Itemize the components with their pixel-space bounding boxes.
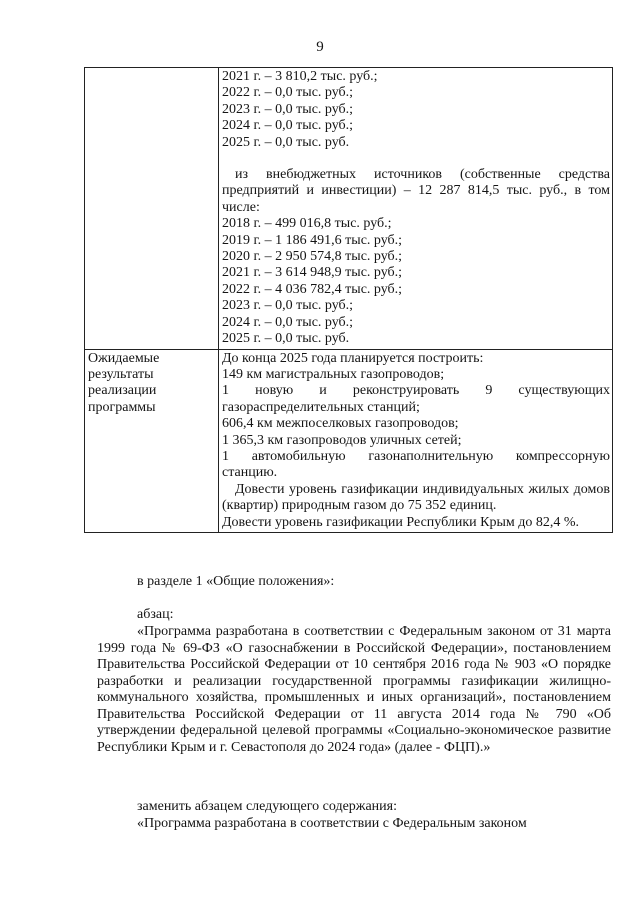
table-cell-financing	[219, 68, 613, 350]
replace-instruction: заменить абзацем следующего содержания:	[137, 799, 397, 814]
year-line: 2025 г. – 0,0 тыс. руб.	[222, 134, 350, 150]
result-item: 606,4 км межпоселковых газопроводов;	[222, 416, 459, 432]
label-line: программы	[88, 399, 156, 415]
year-line: 2021 г. – 3 810,2 тыс. руб.;	[222, 69, 378, 84]
result-item: 1 365,3 км газопроводов уличных сетей;	[222, 432, 462, 448]
result-item: Довести уровень газификации Республики Крым до 82,4 %.	[222, 514, 580, 530]
label-line: Ожидаемые	[88, 350, 160, 366]
section-reference: в разделе 1 «Общие положения»:	[137, 574, 335, 589]
result-item: 149 км магистральных газопроводов;	[222, 366, 445, 382]
year-line: 2023 г. – 0,0 тыс. руб.;	[222, 101, 354, 117]
year-line: 2020 г. – 2 950 574,8 тыс. руб.;	[222, 249, 403, 265]
result-item: Довести уровень газификации индивидуальных жилых домов (квартир) природным газом до 75 352 единиц.	[222, 481, 610, 514]
result-item: 1 автомобильную газонаполнительную компрессорную станцию.	[222, 448, 610, 481]
result-item: 1 новую и реконструировать 9 существующих газораспределительных станций;	[222, 383, 610, 415]
year-line: 2022 г. – 4 036 782,4 тыс. руб.;	[222, 281, 403, 297]
table-cell-label-empty	[85, 68, 219, 350]
page-number: 9	[316, 39, 324, 55]
label-line: реализации	[88, 383, 157, 399]
new-paragraph-start: «Программа разработана в соответствии с Федеральным законом	[137, 816, 527, 831]
quoted-paragraph: «Программа разработана в соответствии с Федеральным законом от 31 марта 1999 года № 69-ФЗ «О газоснабжении в Российской Федерации», постановлением Правительства Российской Федерации от 10 сентября 2016 года № 903 «О порядке разработки и реализации государственной программы газификации жилищно-коммунального хозяйства, промышленных и иных организаций», постановлением Правительства Российской Федерации от 11 августа 2014 года № 790 «Об утверждении федеральной целевой программы «Социально-экономическое развитие Республики Крым и г. Севастополя до 2024 года» (далее - ФЦП).»	[97, 624, 611, 755]
result-item: До конца 2025 года планируется построить:	[222, 350, 484, 366]
table-cell-results	[219, 349, 613, 532]
year-line: 2021 г. – 3 614 948,9 тыс. руб.;	[222, 265, 403, 281]
year-line: 2025 г. – 0,0 тыс. руб.	[222, 331, 350, 347]
program-passport-table	[84, 67, 613, 533]
extrabudget-sources: из внебюджетных источников (собственные средства предприятий и инвестиции) – 12 287 814,5 тыс. руб., в том числе:	[222, 167, 610, 215]
year-line: 2019 г. – 1 186 491,6 тыс. руб.;	[222, 232, 403, 248]
table-cell-label	[85, 349, 219, 532]
label-line: результаты	[88, 366, 154, 382]
year-line: 2024 г. – 0,0 тыс. руб.;	[222, 314, 354, 330]
year-line: 2018 г. – 499 016,8 тыс. руб.;	[222, 216, 392, 232]
year-line: 2023 г. – 0,0 тыс. руб.;	[222, 298, 354, 314]
table-row-financing	[85, 68, 613, 350]
year-line: 2024 г. – 0,0 тыс. руб.;	[222, 118, 354, 134]
paragraph-label: абзац:	[137, 607, 174, 622]
table-row-expected-results	[85, 349, 613, 532]
year-line: 2022 г. – 0,0 тыс. руб.;	[222, 85, 354, 101]
